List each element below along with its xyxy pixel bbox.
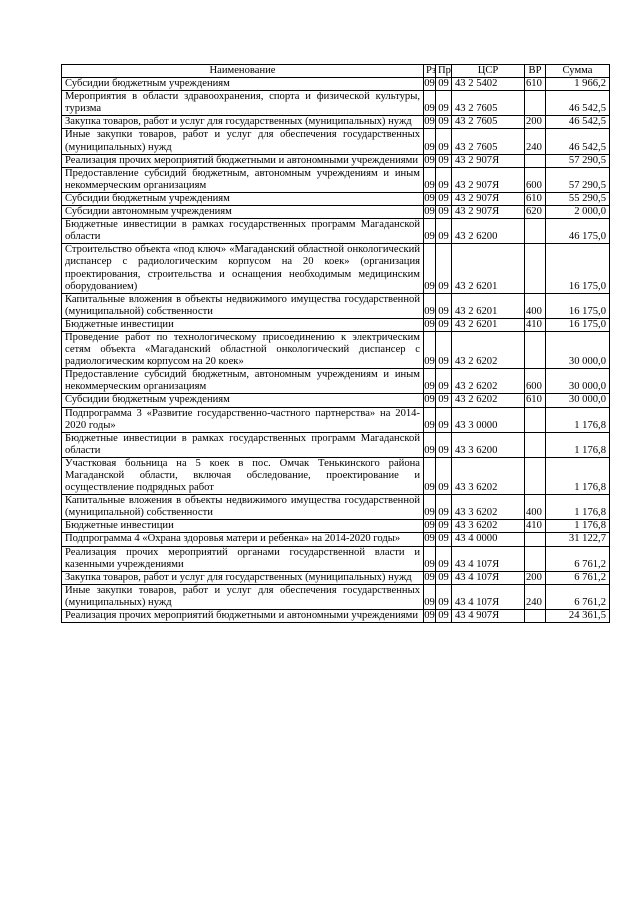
cell-sum: 55 290,5	[546, 192, 610, 205]
cell-pr: 09	[436, 571, 452, 584]
table-row	[62, 91, 610, 116]
cell-name: Закупка товаров, работ и услуг для государственных (муниципальных) нужд	[62, 116, 424, 129]
cell-pr: 09	[436, 129, 452, 154]
header-csr: ЦСР	[452, 65, 525, 78]
table-body	[62, 78, 610, 623]
cell-vr	[525, 432, 546, 457]
cell-vr: 620	[525, 206, 546, 219]
cell-vr: 610	[525, 78, 546, 91]
cell-vr	[525, 244, 546, 293]
header-pr: Пр	[436, 65, 452, 78]
cell-sum: 30 000,0	[546, 331, 610, 368]
cell-sum: 57 290,5	[546, 167, 610, 192]
cell-pr: 09	[436, 293, 452, 318]
cell-rz: 09	[424, 610, 435, 622]
cell-name: Субсидии автономным учреждениям	[62, 206, 424, 219]
cell-pr: 09	[436, 116, 452, 129]
table-row	[62, 318, 610, 331]
cell-pr: 09	[436, 331, 452, 368]
cell-rz: 09	[424, 394, 435, 406]
table-row	[62, 394, 610, 407]
table-row	[62, 457, 610, 494]
cell-csr: 43 2 6202	[452, 394, 525, 407]
table-header-row	[62, 65, 610, 78]
table-row	[62, 244, 610, 293]
cell-sum: 46 175,0	[546, 219, 610, 244]
cell-csr: 43 4 107Я	[452, 584, 525, 609]
cell-sum: 57 290,5	[546, 154, 610, 167]
cell-rz: 09	[424, 584, 436, 609]
cell-csr: 43 3 0000	[452, 407, 525, 432]
cell-sum: 30 000,0	[546, 394, 610, 407]
cell-sum: 46 542,5	[546, 91, 610, 116]
cell-pr: 09	[436, 167, 452, 192]
cell-rz: 09	[424, 520, 435, 532]
cell-csr: 43 4 907Я	[452, 610, 525, 623]
cell-pr: 09	[436, 533, 452, 546]
cell-name: Реализация прочих мероприятий бюджетными и автономными учреждениями	[62, 610, 424, 623]
table-row	[62, 78, 610, 91]
cell-rz: 09	[424, 318, 435, 330]
cell-name: Субсидии бюджетным учреждениям	[62, 394, 424, 407]
table-row	[62, 192, 610, 205]
table-row	[62, 154, 610, 167]
header-vr: ВР	[525, 65, 546, 78]
cell-rz: 09	[424, 533, 435, 545]
cell-csr: 43 2 907Я	[452, 167, 525, 192]
cell-sum: 30 000,0	[546, 369, 610, 394]
cell-vr	[525, 546, 546, 571]
cell-rz: 09	[424, 293, 436, 318]
cell-name: Бюджетные инвестиции в рамках государственных программ Магаданской области	[62, 219, 424, 244]
cell-rz: 09	[424, 546, 436, 571]
table-row	[62, 584, 610, 609]
cell-sum: 31 122,7	[546, 533, 610, 546]
cell-csr: 43 2 6202	[452, 331, 525, 368]
cell-sum: 6 761,2	[546, 584, 610, 609]
cell-csr: 43 2 907Я	[452, 192, 525, 205]
cell-rz: 09	[424, 331, 436, 368]
cell-vr: 200	[525, 571, 546, 584]
cell-pr: 09	[436, 407, 452, 432]
cell-name: Мероприятия в области здравоохранения, спорта и физической культуры, туризма	[62, 91, 424, 116]
cell-name: Реализация прочих мероприятий органами государственной власти и казенными учреждениями	[62, 546, 424, 571]
cell-csr: 43 2 7605	[452, 91, 525, 116]
cell-rz: 09	[424, 457, 436, 494]
table-row	[62, 571, 610, 584]
cell-vr: 600	[525, 369, 546, 394]
cell-name: Бюджетные инвестиции в рамках государственных программ Магаданской области	[62, 432, 424, 457]
cell-pr: 09	[436, 219, 452, 244]
cell-pr: 09	[436, 369, 452, 394]
cell-csr: 43 2 7605	[452, 129, 525, 154]
cell-vr	[525, 533, 546, 546]
cell-sum: 46 542,5	[546, 116, 610, 129]
cell-rz: 09	[424, 369, 436, 394]
cell-csr: 43 2 6202	[452, 369, 525, 394]
cell-pr: 09	[436, 318, 452, 331]
cell-name: Иные закупки товаров, работ и услуг для обеспечения государственных (муниципальных) нужд	[62, 584, 424, 609]
cell-sum: 1 176,8	[546, 407, 610, 432]
cell-sum: 1 176,8	[546, 432, 610, 457]
cell-sum: 1 966,2	[546, 78, 610, 91]
cell-name: Строительство объекта «под ключ» «Магаданский областной онкологический диспансер с радиологическим корпусом на 20 коек» (организация проектирования, строительства и оснащения необходимым медицинским оборудованием)	[62, 244, 424, 293]
cell-rz: 09	[424, 407, 436, 432]
cell-pr: 09	[436, 394, 452, 407]
cell-vr	[525, 91, 546, 116]
cell-vr	[525, 457, 546, 494]
cell-vr: 610	[525, 192, 546, 205]
cell-rz: 09	[424, 219, 436, 244]
table-row	[62, 206, 610, 219]
cell-csr: 43 4 0000	[452, 533, 525, 546]
table-row	[62, 167, 610, 192]
cell-name: Подпрограмма 4 «Охрана здоровья матери и ребенка» на 2014-2020 годы»	[62, 533, 424, 546]
cell-pr: 09	[436, 91, 452, 116]
cell-name: Субсидии бюджетным учреждениям	[62, 192, 424, 205]
cell-csr: 43 4 107Я	[452, 571, 525, 584]
table-row	[62, 520, 610, 533]
cell-pr: 09	[436, 495, 452, 520]
cell-name: Бюджетные инвестиции	[62, 520, 424, 533]
cell-name: Закупка товаров, работ и услуг для государственных (муниципальных) нужд	[62, 571, 424, 584]
cell-pr: 09	[436, 206, 452, 219]
cell-name: Субсидии бюджетным учреждениям	[62, 78, 424, 91]
cell-vr: 400	[525, 293, 546, 318]
cell-name: Предоставление субсидий бюджетным, автономным учреждениям и иным некоммерческим организациям	[62, 369, 424, 394]
table-row	[62, 546, 610, 571]
cell-name: Проведение работ по технологическому присоединению к электрическим сетям объекта «Магаданский областной онкологический диспансер с радиологическим корпусом на 20 коек»	[62, 331, 424, 368]
cell-vr: 410	[525, 318, 546, 331]
table-row	[62, 331, 610, 368]
table-row	[62, 610, 610, 623]
cell-sum: 1 176,8	[546, 495, 610, 520]
cell-name: Бюджетные инвестиции	[62, 318, 424, 331]
cell-name: Предоставление субсидий бюджетным, автономным учреждениям и иным некоммерческим организациям	[62, 167, 424, 192]
cell-csr: 43 3 6202	[452, 495, 525, 520]
cell-sum: 16 175,0	[546, 318, 610, 331]
cell-vr: 240	[525, 129, 546, 154]
table-row	[62, 533, 610, 546]
table-row	[62, 116, 610, 129]
header-sum: Сумма	[546, 65, 610, 78]
cell-csr: 43 2 5402	[452, 78, 525, 91]
cell-csr: 43 2 6201	[452, 293, 525, 318]
cell-pr: 09	[436, 457, 452, 494]
cell-sum: 1 176,8	[546, 520, 610, 533]
cell-csr: 43 3 6200	[452, 432, 525, 457]
cell-csr: 43 2 7605	[452, 116, 525, 129]
cell-vr	[525, 331, 546, 368]
table-row	[62, 293, 610, 318]
table-row	[62, 432, 610, 457]
cell-sum: 16 175,0	[546, 244, 610, 293]
cell-pr: 09	[436, 78, 452, 91]
cell-vr	[525, 407, 546, 432]
cell-csr: 43 3 6202	[452, 457, 525, 494]
cell-vr	[525, 610, 546, 623]
cell-rz: 09	[424, 116, 435, 128]
cell-rz: 09	[424, 78, 435, 90]
table-row	[62, 129, 610, 154]
cell-vr: 600	[525, 167, 546, 192]
header-rz: Рз	[424, 65, 436, 78]
cell-name: Капитальные вложения в объекты недвижимого имущества государственной (муниципальной) собственности	[62, 495, 424, 520]
cell-sum: 6 761,2	[546, 571, 610, 584]
cell-sum: 6 761,2	[546, 546, 610, 571]
cell-rz: 09	[424, 244, 436, 293]
cell-pr: 09	[436, 244, 452, 293]
cell-sum: 1 176,8	[546, 457, 610, 494]
cell-pr: 09	[436, 584, 452, 609]
cell-csr: 43 4 107Я	[452, 546, 525, 571]
cell-pr: 09	[436, 192, 452, 205]
cell-rz: 09	[424, 206, 435, 218]
cell-name: Иные закупки товаров, работ и услуг для обеспечения государственных (муниципальных) нужд	[62, 129, 424, 154]
cell-name: Подпрограмма 3 «Развитие государственно-частного партнерства» на 2014-2020 годы»	[62, 407, 424, 432]
table-row	[62, 369, 610, 394]
cell-csr: 43 2 6200	[452, 219, 525, 244]
cell-vr: 610	[525, 394, 546, 407]
budget-document	[61, 64, 610, 623]
cell-vr: 400	[525, 495, 546, 520]
cell-csr: 43 2 6201	[452, 318, 525, 331]
cell-rz: 09	[424, 167, 436, 192]
cell-sum: 24 361,5	[546, 610, 610, 623]
table-row	[62, 495, 610, 520]
table-row	[62, 219, 610, 244]
cell-csr: 43 3 6202	[452, 520, 525, 533]
header-name: Наименование	[62, 65, 424, 78]
cell-rz: 09	[424, 154, 435, 166]
cell-csr: 43 2 6201	[452, 244, 525, 293]
table-row	[62, 407, 610, 432]
cell-vr	[525, 219, 546, 244]
cell-vr: 410	[525, 520, 546, 533]
cell-sum: 2 000,0	[546, 206, 610, 219]
cell-rz: 09	[424, 129, 436, 154]
cell-vr: 240	[525, 584, 546, 609]
cell-rz: 09	[424, 495, 436, 520]
cell-pr: 09	[436, 520, 452, 533]
cell-csr: 43 2 907Я	[452, 154, 525, 167]
cell-vr	[525, 154, 546, 167]
cell-pr: 09	[436, 154, 452, 167]
cell-vr: 200	[525, 116, 546, 129]
cell-rz: 09	[424, 571, 435, 583]
cell-rz: 09	[424, 91, 436, 116]
cell-sum: 46 542,5	[546, 129, 610, 154]
cell-sum: 16 175,0	[546, 293, 610, 318]
cell-csr: 43 2 907Я	[452, 206, 525, 219]
budget-table	[61, 64, 610, 623]
cell-name: Участковая больница на 5 коек в пос. Омчак Тенькинского района Магаданской области, включая обследование, проектирование и осуществление подрядных работ	[62, 457, 424, 494]
cell-name: Капитальные вложения в объекты недвижимого имущества государственной (муниципальной) собственности	[62, 293, 424, 318]
cell-rz: 09	[424, 192, 435, 204]
cell-pr: 09	[436, 432, 452, 457]
cell-rz: 09	[424, 432, 436, 457]
cell-pr: 09	[436, 546, 452, 571]
cell-name: Реализация прочих мероприятий бюджетными и автономными учреждениями	[62, 154, 424, 167]
cell-pr: 09	[436, 610, 452, 623]
